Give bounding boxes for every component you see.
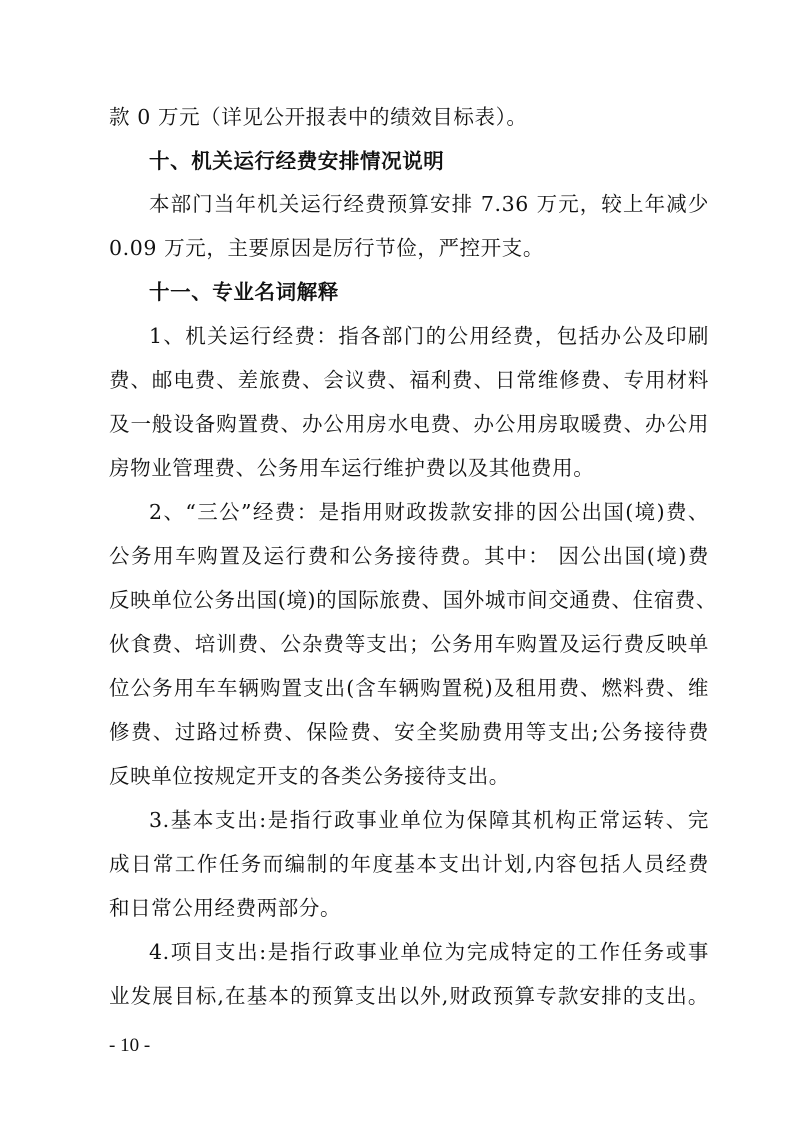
text-line: 反映单位按规定开支的各类公务接待支出。 [109, 764, 510, 788]
text-line: 房物业管理费、公务用车运行维护费以及其他费用。 [109, 456, 595, 480]
text-line: 2、“三公”经费：是指用财政拨款安排的因公出国(境)费、 [149, 500, 709, 524]
text-line: 反映单位公务出国(境)的国际旅费、国外城市间交通费、住宿费、 [109, 588, 717, 612]
page-number: - 10 - [109, 1035, 151, 1056]
text-line: 0.09 万元，主要原因是厉行节俭，严控开支。 [109, 236, 544, 260]
text-line: 3.基本支出:是指行政事业单位为保障其机构正常运转、完 [149, 808, 709, 832]
text-line: 修费、过路过桥费、保险费、安全奖励费用等支出;公务接待费 [109, 720, 709, 744]
text-line: 和日常公用经费两部分。 [109, 896, 342, 920]
section-heading: 十、机关运行经费安排情况说明 [149, 149, 445, 173]
text-line: 费、邮电费、差旅费、会议费、福利费、日常维修费、专用材料 [109, 368, 709, 392]
section-heading: 十一、专业名词解释 [149, 280, 339, 304]
text-line: 公务用车购置及运行费和公务接待费。其中： 因公出国(境)费 [109, 544, 709, 568]
text-line: 款 0 万元（详见公开报表中的绩效目标表）。 [109, 105, 528, 129]
text-line: 位公务用车车辆购置支出(含车辆购置税)及租用费、燃料费、维 [109, 676, 709, 700]
text-line: 本部门当年机关运行经费预算安排 7.36 万元，较上年减少 [149, 192, 709, 216]
text-line: 4.项目支出:是指行政事业单位为完成特定的工作任务或事 [149, 940, 709, 964]
text-line: 及一般设备购置费、办公用房水电费、办公用房取暖费、办公用 [109, 412, 709, 436]
text-line: 成日常工作任务而编制的年度基本支出计划,内容包括人员经费 [109, 852, 709, 876]
text-line: 业发展目标,在基本的预算支出以外,财政预算专款安排的支出。 [109, 984, 709, 1008]
text-line: 伙食费、培训费、公杂费等支出；公务用车购置及运行费反映单 [109, 632, 709, 656]
text-line: 1、机关运行经费：指各部门的公用经费，包括办公及印刷 [149, 324, 709, 348]
